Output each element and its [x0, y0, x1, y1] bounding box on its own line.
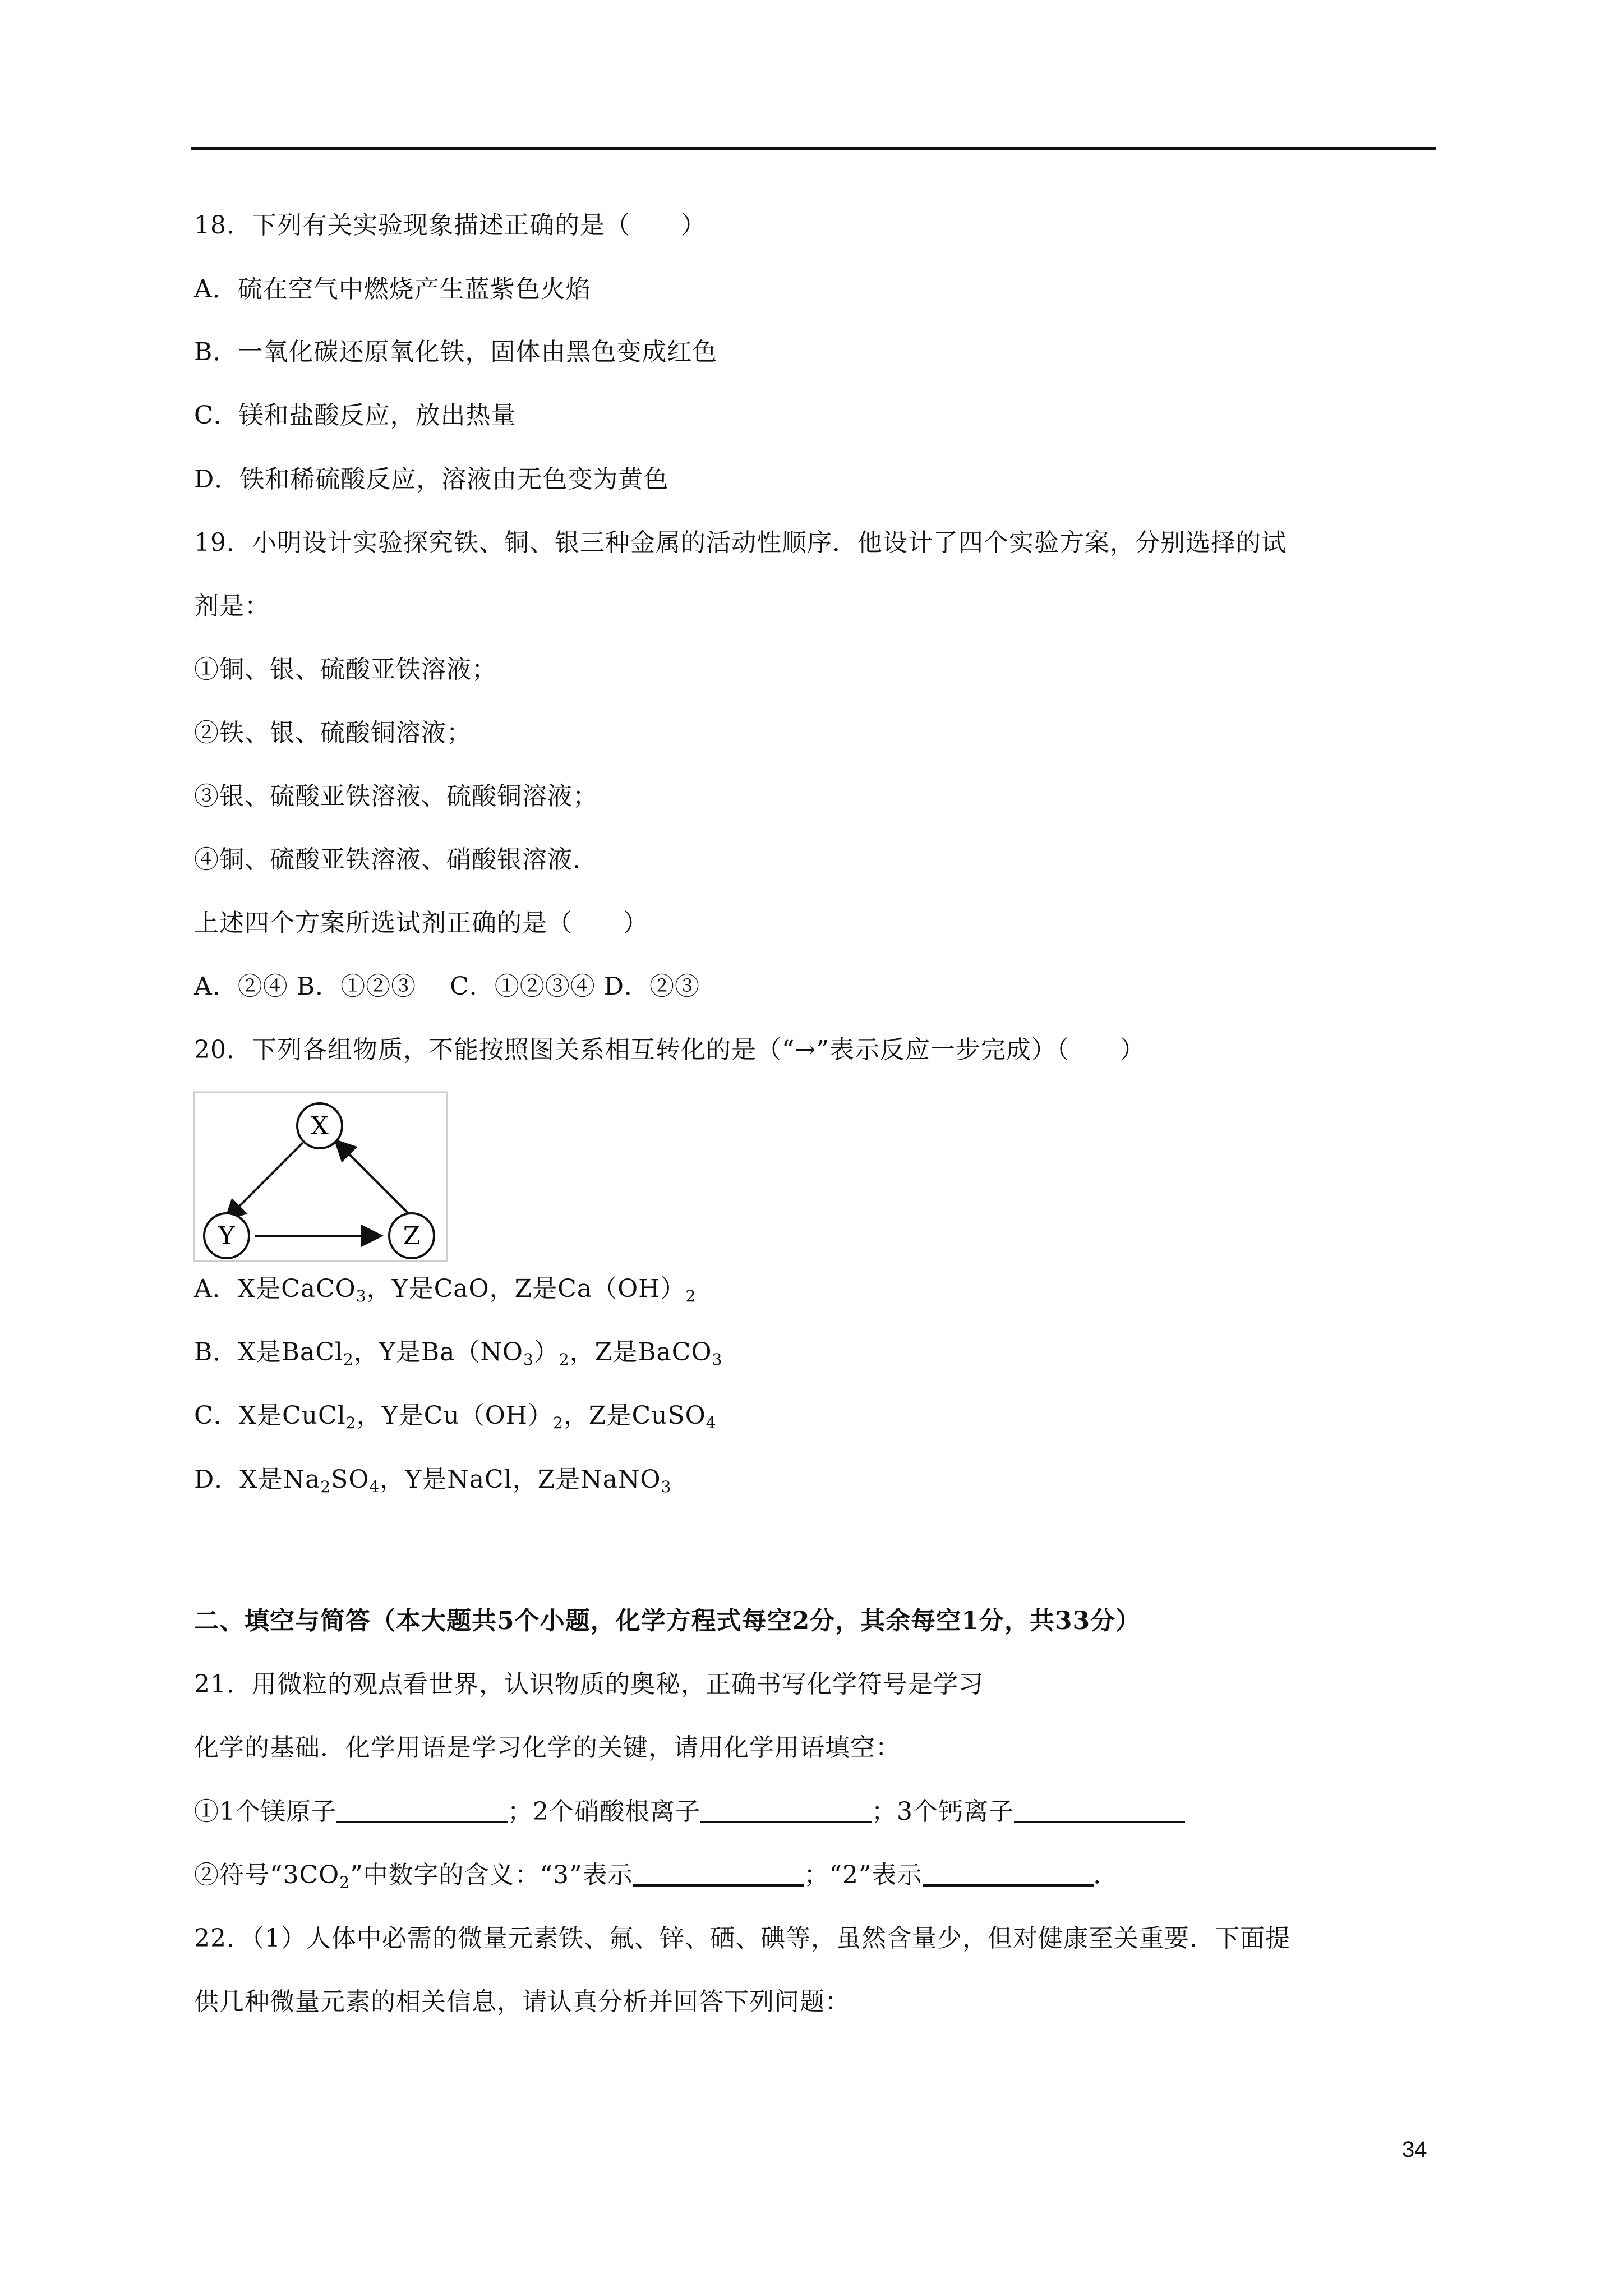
q18-option-d: D．铁和稀硫酸反应，溶液由无色变为黄色 [194, 465, 669, 494]
q20-option-d: D．X是$Na_2SO_4$，Y是NaCl，Z是NaNO$_3$ [194, 1465, 672, 1496]
arrow-z-to-x [335, 1140, 409, 1214]
page-number: 34 [1402, 2137, 1427, 2162]
answer-blank[interactable] [633, 1860, 804, 1887]
conversion-diagram [193, 1091, 448, 1262]
answer-blank[interactable] [700, 1796, 872, 1823]
q19-question: 上述四个方案所选试剂正确的是（ ） [194, 909, 648, 937]
q19-stem-line2: 剂是： [194, 592, 270, 620]
answer-blank[interactable] [336, 1796, 508, 1823]
q18-stem: 18．下列有关实验现象描述正确的是（ ） [194, 211, 706, 240]
q20-option-c: C．X是CuCl$_2$，Y是$Cu(OH)_2$，Z是CuSO$_4$ [194, 1401, 717, 1432]
answer-blank[interactable] [923, 1860, 1094, 1887]
q19-options: A．②④ B．①②③ C．①②③④ D．②③ [194, 972, 700, 1001]
q18-option-c: C．镁和盐酸反应，放出热量 [194, 401, 517, 430]
q22-line2: 供几种微量元素的相关信息，请认真分析并回答下列问题： [194, 1987, 850, 2016]
q18-option-a: A．硫在空气中燃烧产生蓝紫色火焰 [194, 275, 591, 303]
header-rule [191, 147, 1436, 150]
q21-line4: ②符号“$3CO_2$”中数字的含义：“3”表示 ；“2”表示 ． [194, 1861, 1119, 1892]
q19-scheme-4: ④铜、硫酸亚铁溶液、硝酸银溶液． [194, 845, 598, 874]
q20-option-a: A．X是CaCO$_3$，Y是CaO，Z是$Ca(OH)_2$ [194, 1274, 697, 1305]
q20-option-b: B．X是BaCl$_2$，Y是$Ba(NO_3)_2$，Z是BaCO$_3$ [194, 1338, 723, 1369]
q21-line2: 化学的基础．化学用语是学习化学的关键，请用化学用语填空： [194, 1733, 901, 1762]
node-z-label: Z [403, 1222, 421, 1250]
node-y-label: Y [218, 1222, 235, 1250]
q21-line3: ①1个镁原子 ；2个硝酸根离子 ；3个钙离子 [194, 1795, 1185, 1829]
q20-stem: 20．下列各组物质，不能按照图关系相互转化的是（“→”表示反应一步完成）（ ） [194, 1036, 1145, 1064]
q21-line1: 21．用微粒的观点看世界，认识物质的奥秘，正确书写化学符号是学习 [194, 1670, 984, 1699]
q18-option-b: B．一氧化碳还原氧化铁，固体由黑色变成红色 [194, 338, 718, 366]
node-x-label: X [311, 1112, 329, 1140]
q22-line1: 22．（1）人体中必需的微量元素铁、氟、锌、硒、碘等，虽然含量少，但对健康至关重要．下面提 [194, 1924, 1290, 1953]
q19-scheme-1: ①铜、银、硫酸亚铁溶液； [194, 655, 497, 684]
q19-scheme-2: ②铁、银、硫酸铜溶液； [194, 719, 472, 747]
q19-scheme-3: ③银、硫酸亚铁溶液、硫酸铜溶液； [194, 782, 598, 811]
answer-blank[interactable] [1014, 1796, 1185, 1823]
q19-stem-line1: 19．小明设计实验探究铁、铜、银三种金属的活动性顺序．他设计了四个实验方案，分别选择的试 [194, 528, 1287, 557]
arrow-x-to-y [225, 1143, 303, 1220]
section-2-heading: 二、填空与简答（本大题共5个小题，化学方程式每空2分，其余每空1分，共33分） [194, 1607, 1141, 1635]
